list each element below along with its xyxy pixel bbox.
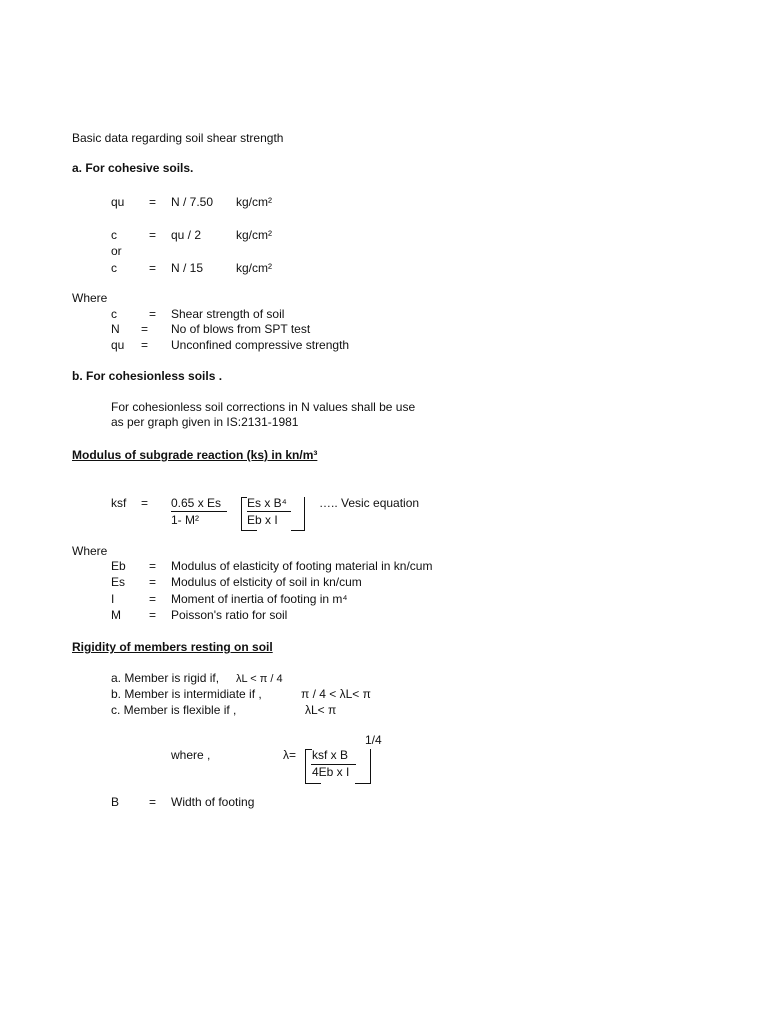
equals-sign: =	[141, 338, 149, 352]
modulus-heading: Modulus of subgrade reaction (ks) in kn/m³	[72, 448, 318, 462]
equals-sign: =	[141, 496, 149, 510]
bracket-right	[304, 497, 305, 531]
equals-sign: =	[149, 307, 157, 321]
definition-symbol: N	[111, 322, 120, 336]
bracket-right-bottom	[355, 783, 371, 784]
formula-unit: kg/cm²	[236, 228, 272, 242]
formula-expression: qu / 2	[171, 228, 202, 242]
formula-symbol: c	[111, 261, 117, 275]
equals-sign: =	[149, 608, 157, 622]
condition-expression: λL < π / 4	[236, 673, 283, 685]
rigidity-heading: Rigidity of members resting on soil	[72, 640, 273, 654]
condition-expression: λL< π	[305, 703, 337, 717]
bracket-left-top	[305, 749, 312, 750]
definition-text: Width of footing	[171, 795, 255, 809]
definition-text: No of blows from SPT test	[171, 322, 311, 336]
bracket-right-bottom	[291, 530, 305, 531]
bracket-left-bottom	[241, 530, 257, 531]
condition-label: a. Member is rigid if,	[111, 671, 220, 685]
bracket-left	[305, 749, 306, 784]
document-title: Basic data regarding soil shear strength	[72, 131, 284, 145]
bracket-left	[241, 497, 242, 531]
definition-symbol: Es	[111, 575, 126, 589]
where-label: Where	[72, 291, 108, 305]
condition-expression: π / 4 < λL< π	[301, 687, 371, 701]
equals-sign: =	[149, 592, 157, 606]
lambda-denominator: 4Eb x I	[312, 765, 350, 779]
condition-label: c. Member is flexible if ,	[111, 703, 237, 717]
formula-unit: kg/cm²	[236, 195, 272, 209]
cohesionless-heading: b. For cohesionless soils .	[72, 369, 223, 383]
formula-lhs: ksf	[111, 496, 127, 510]
formula-unit: kg/cm²	[236, 261, 272, 275]
bracket-right	[370, 749, 371, 784]
definition-symbol: qu	[111, 338, 125, 352]
formula-expression: N / 15	[171, 261, 204, 275]
bracket-numerator: Es x B⁴	[247, 496, 287, 510]
equals-sign: =	[149, 795, 157, 809]
formula-expression: N / 7.50	[171, 195, 214, 209]
paragraph-line: as per graph given in IS:2131-1981	[111, 415, 299, 429]
condition-label: b. Member is intermidiate if ,	[111, 687, 262, 701]
cohesive-heading: a. For cohesive soils.	[72, 161, 194, 175]
power-exponent: 1/4	[365, 733, 382, 747]
bracket-left-bottom	[305, 783, 321, 784]
definition-text: Modulus of elasticity of footing material in kn/cum	[171, 559, 433, 573]
equals-sign: =	[149, 261, 157, 275]
definition-symbol: c	[111, 307, 117, 321]
definition-symbol: M	[111, 608, 121, 622]
definition-symbol: I	[111, 592, 115, 606]
fraction-bar	[171, 511, 227, 512]
where-label: where ,	[171, 748, 211, 762]
equals-sign: =	[141, 322, 149, 336]
definition-symbol: B	[111, 795, 120, 809]
equals-sign: =	[149, 559, 157, 573]
formula-symbol: c	[111, 228, 117, 242]
paragraph-line: For cohesionless soil corrections in N values shall be use	[111, 400, 416, 414]
definition-symbol: Eb	[111, 559, 126, 573]
equals-sign: =	[149, 228, 157, 242]
definition-text: Poisson's ratio for soil	[171, 608, 288, 622]
equals-sign: =	[149, 575, 157, 589]
definition-text: Modulus of elsticity of soil in kn/cum	[171, 575, 362, 589]
fraction-denominator: 1- M²	[171, 513, 199, 527]
definition-text: Moment of inertia of footing in m⁴	[171, 592, 348, 606]
vesic-note: ….. Vesic equation	[319, 496, 420, 510]
definition-text: Shear strength of soil	[171, 307, 285, 321]
definition-text: Unconfined compressive strength	[171, 338, 350, 352]
lambda-symbol: λ=	[283, 748, 297, 762]
or-text: or	[111, 244, 122, 258]
fraction-numerator: 0.65 x Es	[171, 496, 222, 510]
equals-sign: =	[149, 195, 157, 209]
bracket-denominator: Eb x I	[247, 513, 278, 527]
bracket-fraction-bar	[247, 511, 291, 512]
lambda-numerator: ksf x B	[312, 748, 349, 762]
where-label: Where	[72, 544, 108, 558]
formula-symbol: qu	[111, 195, 125, 209]
